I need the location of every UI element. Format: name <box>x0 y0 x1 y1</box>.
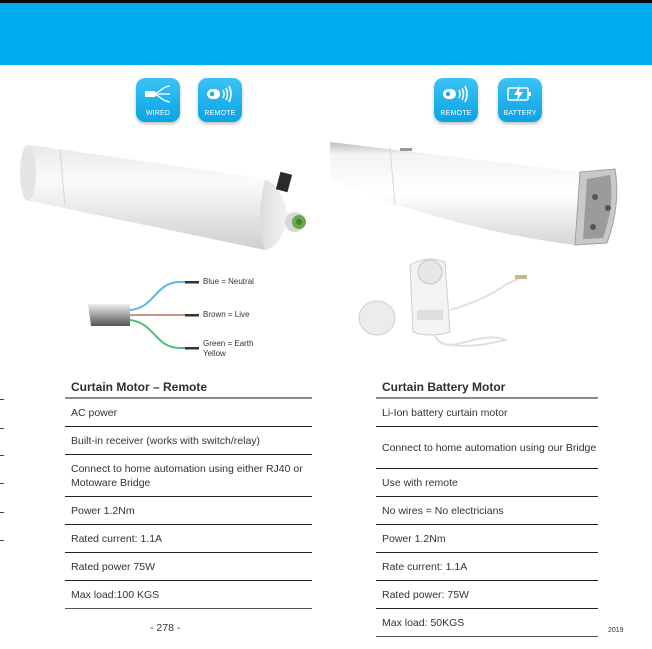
spec-row: Connect to home automation using either RJ40 or Motoware Bridge <box>65 455 312 497</box>
curtain-motor-image <box>20 125 320 265</box>
spec-row: Rated power 75W <box>65 553 312 581</box>
edge-tick <box>0 540 4 541</box>
page-number: - 278 - <box>150 622 181 634</box>
badge-remote <box>198 78 242 122</box>
spec-table-battery-motor <box>376 377 598 637</box>
spec-row: Power 1.2Nm <box>65 497 312 525</box>
cable-illustration <box>85 268 285 363</box>
spec-row: No wires = No electricians <box>376 497 598 525</box>
wire-label-brown: Brown = Live <box>203 310 250 319</box>
spec-title: Curtain Motor – Remote <box>65 377 312 399</box>
spec-row: Connect to home automation using our Bridge <box>376 427 598 469</box>
badge-remote <box>434 78 478 122</box>
spec-row: Rated power: 75W <box>376 581 598 609</box>
edge-tick <box>0 483 4 484</box>
badge-label: REMOTE <box>440 110 472 117</box>
spec-row: Max load:100 KGS <box>65 581 312 609</box>
spec-row: Rate current: 1.1A <box>376 553 598 581</box>
spec-row: AC power <box>65 399 312 427</box>
spec-row: Use with remote <box>376 469 598 497</box>
header-banner <box>0 3 652 65</box>
edge-tick <box>0 428 4 429</box>
wire-label-yellow: Yellow <box>203 349 226 358</box>
wire-label-blue: Blue = Neutral <box>203 277 254 286</box>
remote-icon <box>206 84 234 104</box>
wiring-diagram <box>85 268 285 363</box>
badge-wired <box>136 78 180 122</box>
badge-label: REMOTE <box>204 110 236 117</box>
spec-row: Built-in receiver (works with switch/relay) <box>65 427 312 455</box>
spec-row: Li-Ion battery curtain motor <box>376 399 598 427</box>
year-label: 2019 <box>608 627 624 634</box>
spec-title: Curtain Battery Motor <box>376 377 598 399</box>
badge-battery <box>498 78 542 122</box>
edge-tick <box>0 512 4 513</box>
wired-icon <box>144 84 172 104</box>
spec-row: Rated current: 1.1A <box>65 525 312 553</box>
remote-icon <box>442 84 470 104</box>
spec-row: Power 1.2Nm <box>376 525 598 553</box>
battery-icon <box>506 84 534 104</box>
charger-image <box>355 250 555 355</box>
battery-motor-image <box>325 135 625 250</box>
edge-tick <box>0 455 4 456</box>
badge-label: WIRED <box>145 110 171 117</box>
spec-row: Max load: 50KGS <box>376 609 598 637</box>
badge-label: BATTERY <box>503 110 537 117</box>
spec-table-remote-motor <box>65 377 312 609</box>
edge-tick <box>0 399 4 400</box>
wire-label-green: Green = Earth <box>203 339 254 348</box>
